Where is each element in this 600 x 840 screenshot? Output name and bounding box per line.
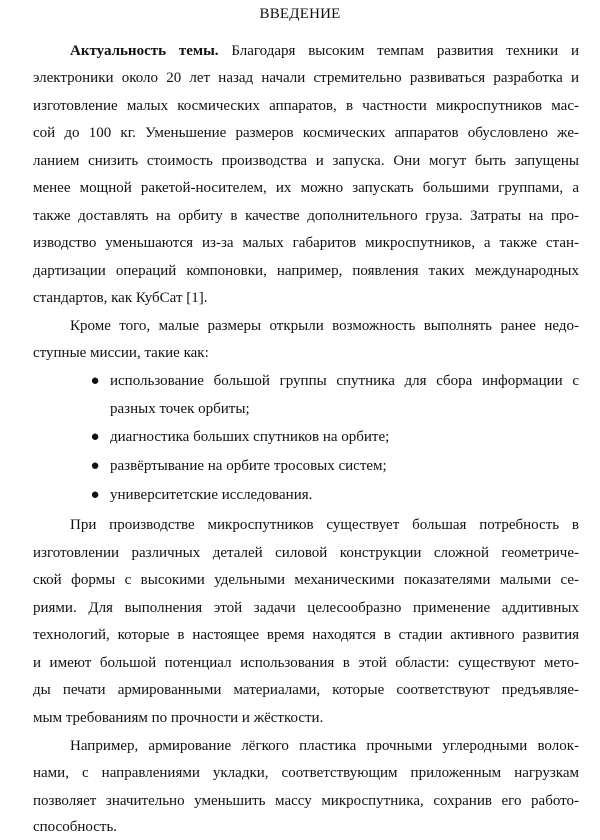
paragraph-line: мым требованиям по прочности и жёсткости. (33, 710, 324, 726)
bullet-icon: ● (90, 487, 100, 503)
paragraph-line: ской формы с высокими удельными механическими показателями малыми се- (33, 572, 579, 588)
relevance-heading: Актуальность темы. (70, 43, 219, 59)
paragraph-line: технологий, которые в настоящее время находятся в стадии активного развития (33, 627, 579, 643)
paragraph-line: дартизации операций компоновки, например, появления таких международных (33, 263, 579, 279)
paragraph-line: и имеют большой потенциал использования в этой области: существуют мето- (33, 655, 579, 671)
paragraph-line: Например, армирование лёгкого пластика прочными углеродными волок- (70, 738, 579, 754)
paragraph-line: изготовлении различных деталей силовой конструкции сложной геометриче- (33, 545, 579, 561)
page-title: ВВЕДЕНИЕ (259, 6, 341, 22)
paragraph-line: способность. (33, 819, 118, 835)
paragraph-line: стандартов, как КубСат [1]. (33, 290, 208, 306)
paragraph-line: также доставлять на орбиту в качестве дополнительного груза. Затраты на про- (33, 208, 579, 224)
paragraph-relevance-line-1 (70, 38, 579, 64)
paragraph-line: ды печати армированными материалами, которые соответствуют предъявляе- (33, 682, 579, 698)
paragraph-line: позволяет значительно уменьшить массу микроспутника, сохранив его работо- (33, 793, 579, 809)
paragraph-line: При производстве микроспутников существует большая потребность в (70, 517, 579, 533)
paragraph-text: Благодаря высоким темпам развития техники и (231, 43, 579, 59)
paragraph-line: изводство уменьшаются из-за малых габаритов микроспутников, а также стан- (33, 235, 579, 251)
paragraph-line: изготовление малых космических аппаратов, в частности микроспутников мас- (33, 98, 579, 114)
paragraph-line: нами, с направлениями укладки, соответствующим приложенным нагрузкам (33, 765, 579, 781)
bullet-icon: ● (90, 373, 100, 389)
bullet-icon: ● (90, 458, 100, 474)
paragraph-line: риями. Для выполнения этой задачи целесообразно применение аддитивных (33, 600, 579, 616)
paragraph-line: Кроме того, малые размеры открыли возможность выполнять ранее недо- (70, 318, 579, 334)
bullet-icon: ● (90, 429, 100, 445)
paragraph-line: электроники около 20 лет назад начали стремительно развиваться разработка и (33, 70, 579, 86)
paragraph-line: сой до 100 кг. Уменьшение размеров космических аппаратов обусловлено же- (33, 125, 579, 141)
list-item: диагностика больших спутников на орбите; (110, 429, 390, 445)
list-item: университетские исследования. (110, 487, 313, 503)
paragraph-line: менее мощной ракетой-носителем, их можно запускать большими группами, а (33, 180, 579, 196)
list-item-continuation: разных точек орбиты; (110, 401, 250, 417)
paragraph-line: ланием снизить стоимость производства и запуска. Они могут быть запущены (33, 153, 579, 169)
paragraph-line: ступные миссии, такие как: (33, 345, 209, 361)
list-item: развёртывание на орбите тросовых систем; (110, 458, 387, 474)
list-item: использование большой группы спутника для сбора информации с (110, 373, 579, 389)
